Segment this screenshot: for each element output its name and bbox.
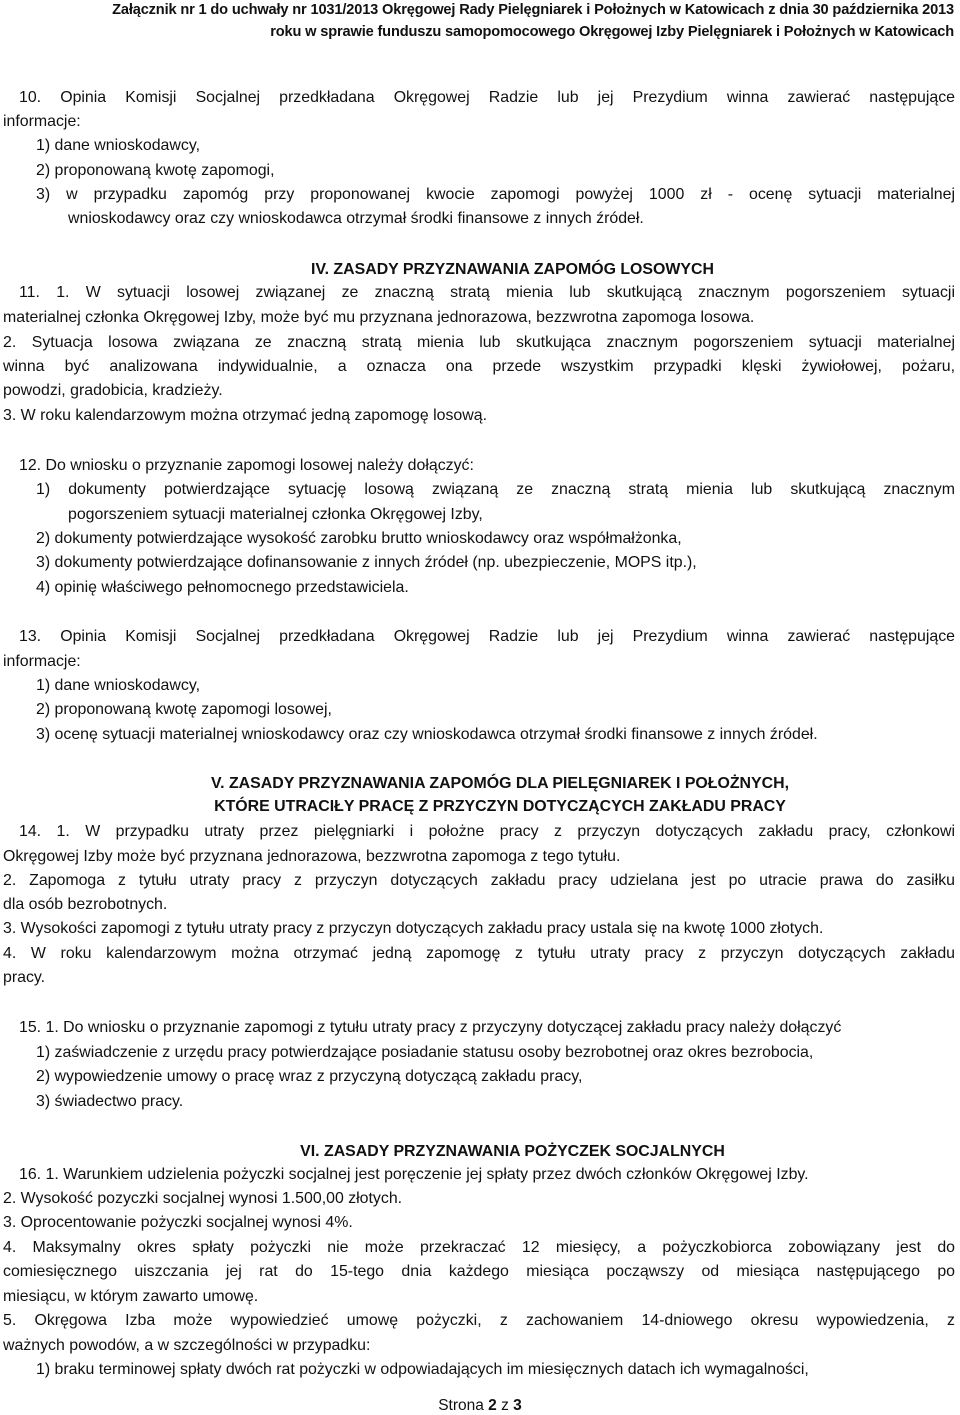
paragraph-14-line: pracy.	[3, 969, 46, 986]
footer-separator: z	[496, 1397, 514, 1414]
paragraph-16-line: 16. 1. Warunkiem udzielenia pożyczki socjalnej jest poręczenie jej spłaty przez dwóch członków Okręgowej Izby.	[19, 1166, 809, 1183]
paragraph-11-line: 3. W roku kalendarzowym można otrzymać jedną zapomogę losową.	[3, 407, 487, 424]
header-line-2: roku w sprawie funduszu samopomocowego Okręgowej Izby Pielęgniarek i Położnych w Katowicach	[270, 24, 954, 40]
section-heading: VI. ZASADY PRZYZNAWANIA POŻYCZEK SOCJALNYCH	[300, 1143, 725, 1160]
list-item: 1) dane wnioskodawcy,	[36, 137, 200, 154]
paragraph-14-line: 4. W roku kalendarzowym można otrzymać jedną zapomogę z tytułu utraty pracy z przyczyn dotyczących zakładu	[3, 945, 955, 962]
paragraph-14-line: Okręgowej Izby może być przyznana jednorazowa, bezzwrotna zapomoga z tego tytułu.	[3, 848, 621, 865]
list-item: 1) dokumenty potwierdzające sytuację losową związaną ze znaczną stratą mienia lub skutkującą znacznym	[36, 481, 955, 498]
paragraph-10-line: 10. Opinia Komisji Socjalnej przedkładana Okręgowej Radzie lub jej Prezydium winna zawierać następujące	[19, 89, 955, 106]
paragraph-14-line: 3. Wysokości zapomogi z tytułu utraty pracy z przyczyn dotyczących zakładu pracy ustala się na kwotę 1000 złotych.	[3, 920, 824, 937]
paragraph-13-line: informacje:	[3, 653, 81, 670]
paragraph-11-line: winna być analizowana indywidualnie, a oznacza ona przede wszystkim przypadki klęski żywiołowej, pożaru,	[3, 358, 955, 375]
list-item: 3) w przypadku zapomóg przy proponowanej kwocie zapomogi powyżej 1000 zł - ocenę sytuacji materialnej	[36, 186, 955, 203]
list-item: 1) dane wnioskodawcy,	[36, 677, 200, 694]
paragraph-11-line: 11. 1. W sytuacji losowej związanej ze znaczną stratą mienia lub skutkującą znacznym pogorszeniem sytuacji	[19, 284, 955, 301]
list-item: 2) proponowaną kwotę zapomogi,	[36, 162, 275, 179]
page-footer	[0, 1397, 960, 1415]
list-item: 2) dokumenty potwierdzające wysokość zarobku brutto wnioskodawcy oraz współmałżonka,	[36, 530, 682, 547]
paragraph-16-line: miesiącu, w którym zawarto umowę.	[3, 1288, 259, 1305]
paragraph-10-line: informacje:	[3, 113, 81, 130]
section-heading: KTÓRE UTRACIŁY PRACĘ Z PRZYCZYN DOTYCZĄCYCH ZAKŁADU PRACY	[214, 798, 786, 815]
header-line-1: Załącznik nr 1 do uchwały nr 1031/2013 Okręgowej Rady Pielęgniarek i Położnych w Katowicach z dnia 30 października 2013	[112, 2, 954, 18]
paragraph-16-line: 3. Oprocentowanie pożyczki socjalnej wynosi 4%.	[3, 1214, 353, 1231]
list-item-continued: pogorszeniem sytuacji materialnej członka Okręgowej Izby,	[68, 506, 483, 523]
list-item-continued: wnioskodawcy oraz czy wnioskodawca otrzymał środki finansowe z innych źródeł.	[68, 210, 644, 227]
paragraph-12-line: 12. Do wniosku o przyznanie zapomogi losowej należy dołączyć:	[19, 457, 474, 474]
list-item: 1) zaświadczenie z urzędu pracy potwierdzające posiadanie statusu osoby bezrobotnej oraz okres bezrobocia,	[36, 1044, 814, 1061]
paragraph-13-line: 13. Opinia Komisji Socjalnej przedkładana Okręgowej Radzie lub jej Prezydium winna zawierać następujące	[19, 628, 955, 645]
paragraph-11-line: 2. Sytuacja losowa związana ze znaczną stratą mienia lub skutkująca znacznym pogorszeniem sytuacji materialnej	[3, 334, 955, 351]
paragraph-15-line: 15. 1. Do wniosku o przyznanie zapomogi z tytułu utraty pracy z przyczyny dotyczącej zakładu pracy należy dołączyć	[19, 1019, 842, 1036]
list-item: 2) proponowaną kwotę zapomogi losowej,	[36, 701, 332, 718]
list-item: 1) braku terminowej spłaty dwóch rat pożyczki w odpowiadających im miesięcznych datach ich wymagalności,	[36, 1361, 809, 1378]
paragraph-16-line: 4. Maksymalny okres spłaty pożyczki nie może przekraczać 12 miesięcy, a pożyczkobiorca zobowiązany jest do	[3, 1239, 955, 1256]
section-heading: IV. ZASADY PRZYZNAWANIA ZAPOMÓG LOSOWYCH	[311, 261, 714, 278]
footer-current-page: 2	[488, 1397, 497, 1414]
footer-total-pages: 3	[513, 1397, 522, 1414]
section-heading: V. ZASADY PRZYZNAWANIA ZAPOMÓG DLA PIELĘGNIAREK I POŁOŻNYCH,	[211, 775, 789, 792]
paragraph-16-line: comiesięcznego uiszczania jej rat do 15-tego dnia każdego miesiąca począwszy od miesiąca następującego po	[3, 1263, 955, 1280]
footer-prefix: Strona	[438, 1397, 489, 1414]
list-item: 3) świadectwo pracy.	[36, 1093, 184, 1110]
paragraph-11-line: materialnej członka Okręgowej Izby, może być mu przyznana jednorazowa, bezzwrotna zapomoga losowa.	[3, 309, 755, 326]
paragraph-16-line: 2. Wysokość pozyczki socjalnej wynosi 1.500,00 złotych.	[3, 1190, 403, 1207]
list-item: 3) dokumenty potwierdzające dofinansowanie z innych źródeł (np. ubezpieczenie, MOPS itp.),	[36, 554, 697, 571]
paragraph-14-line: 14. 1. W przypadku utraty przez pielęgniarki i położne pracy z przyczyn dotyczących zakładu pracy, członkowi	[19, 823, 955, 840]
paragraph-11-line: powodzi, gradobicia, kradzieży.	[3, 382, 223, 399]
list-item: 2) wypowiedzenie umowy o pracę wraz z przyczyną dotyczącą zakładu pracy,	[36, 1068, 583, 1085]
list-item: 4) opinię właściwego pełnomocnego przedstawiciela.	[36, 579, 409, 596]
paragraph-14-line: 2. Zapomoga z tytułu utraty pracy z przyczyn dotyczących zakładu pracy udzielana jest po utracie prawa do zasiłku	[3, 872, 955, 889]
paragraph-16-line: 5. Okręgowa Izba może wypowiedzieć umowę pożyczki, z zachowaniem 14-dniowego okresu wypowiedzenia, z	[3, 1312, 955, 1329]
list-item: 3) ocenę sytuacji materialnej wnioskodawcy oraz czy wnioskodawca otrzymał środki finansowe z innych źródeł.	[36, 726, 818, 743]
paragraph-14-line: dla osób bezrobotnych.	[3, 896, 168, 913]
paragraph-16-line: ważnych powodów, a w szczególności w przypadku:	[3, 1337, 371, 1354]
